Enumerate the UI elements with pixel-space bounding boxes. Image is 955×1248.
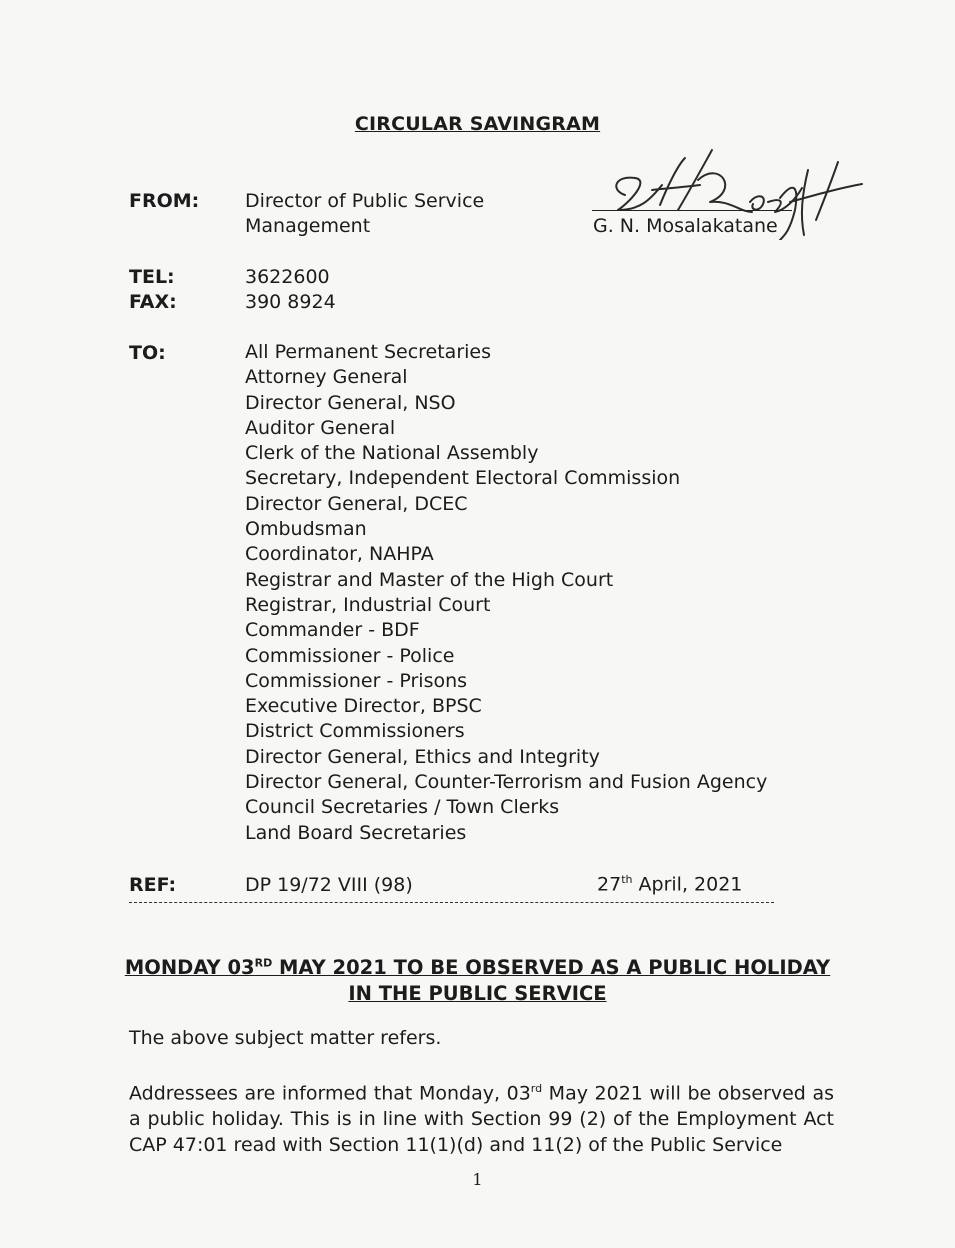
document-title: CIRCULAR SAVINGRAM [354, 113, 601, 135]
signature-line [592, 210, 792, 211]
recipient-item: Clerk of the National Assembly [245, 442, 539, 465]
recipient-item: Coordinator, NAHPA [245, 543, 434, 566]
subject-heading [0, 950, 955, 1007]
subject-line2: IN THE PUBLIC SERVICE [348, 981, 607, 1005]
from-label: FROM: [129, 190, 200, 212]
recipient-item: Council Secretaries / Town Clerks [245, 796, 560, 819]
recipient-item: Ombudsman [245, 518, 367, 541]
recipient-item: Registrar and Master of the High Court [245, 568, 614, 591]
recipient-item: District Commissioners [245, 720, 465, 743]
from-line2: Management [245, 215, 371, 237]
date-rest: April, 2021 [632, 873, 743, 896]
date-suffix: th [621, 873, 633, 886]
recipient-item: Director General, NSO [245, 391, 456, 414]
body-paragraph-2 [129, 1076, 834, 1158]
recipient-item: All Permanent Secretaries [245, 341, 492, 363]
recipient-item: Auditor General [245, 416, 396, 439]
ref-value: DP 19/72 VIII (98) [245, 874, 413, 896]
recipient-list [245, 340, 767, 846]
recipient-item: Land Board Secretaries [245, 821, 467, 844]
recipient-item: Commander - BDF [245, 619, 420, 642]
recipient-item: Commissioner - Police [245, 644, 455, 667]
recipient-item: Director General, Ethics and Integrity [245, 745, 600, 768]
para2-rest: May 2021 will be observed as a public holiday. This is in line with Section 99 (2) of the Employment Act CAP 47:01 read with Section 11(1)(d) and 11(2) of the Public Service [129, 1082, 834, 1157]
para2-text: Addressees are informed that Monday, 03 [129, 1082, 531, 1105]
body-paragraph-1: The above subject matter refers. [129, 1027, 442, 1049]
recipient-item: Registrar, Industrial Court [245, 593, 491, 616]
from-line1: Director of Public Service [245, 190, 485, 212]
recipient-item: Attorney General [245, 366, 408, 389]
tel-label: TEL: [129, 266, 175, 288]
subject-line1-rest: MAY 2021 TO BE OBSERVED AS A PUBLIC HOLIDAY [272, 955, 831, 979]
date-day: 27 [597, 873, 622, 896]
ref-label: REF: [129, 874, 177, 896]
document-date [597, 873, 742, 895]
tel-value: 3622600 [245, 266, 330, 288]
to-label: TO: [129, 342, 166, 364]
separator-dashes [129, 902, 774, 903]
subject-line1 [125, 956, 830, 979]
fax-label: FAX: [129, 291, 177, 313]
subject-line1-sup: RD [254, 956, 273, 969]
recipient-item: Director General, DCEC [245, 492, 468, 515]
subject-line1-text: MONDAY 03 [124, 955, 255, 979]
signatory-name: G. N. Mosalakatane [593, 215, 778, 237]
recipient-item: Executive Director, BPSC [245, 695, 482, 718]
recipient-item: Commissioner - Prisons [245, 669, 468, 692]
page-number: 1 [472, 1170, 483, 1189]
recipient-item: Secretary, Independent Electoral Commission [245, 467, 681, 490]
recipient-item: Director General, Counter-Terrorism and Fusion Agency [245, 771, 768, 794]
fax-value: 390 8924 [245, 291, 336, 313]
para2-sup: rd [530, 1082, 543, 1095]
